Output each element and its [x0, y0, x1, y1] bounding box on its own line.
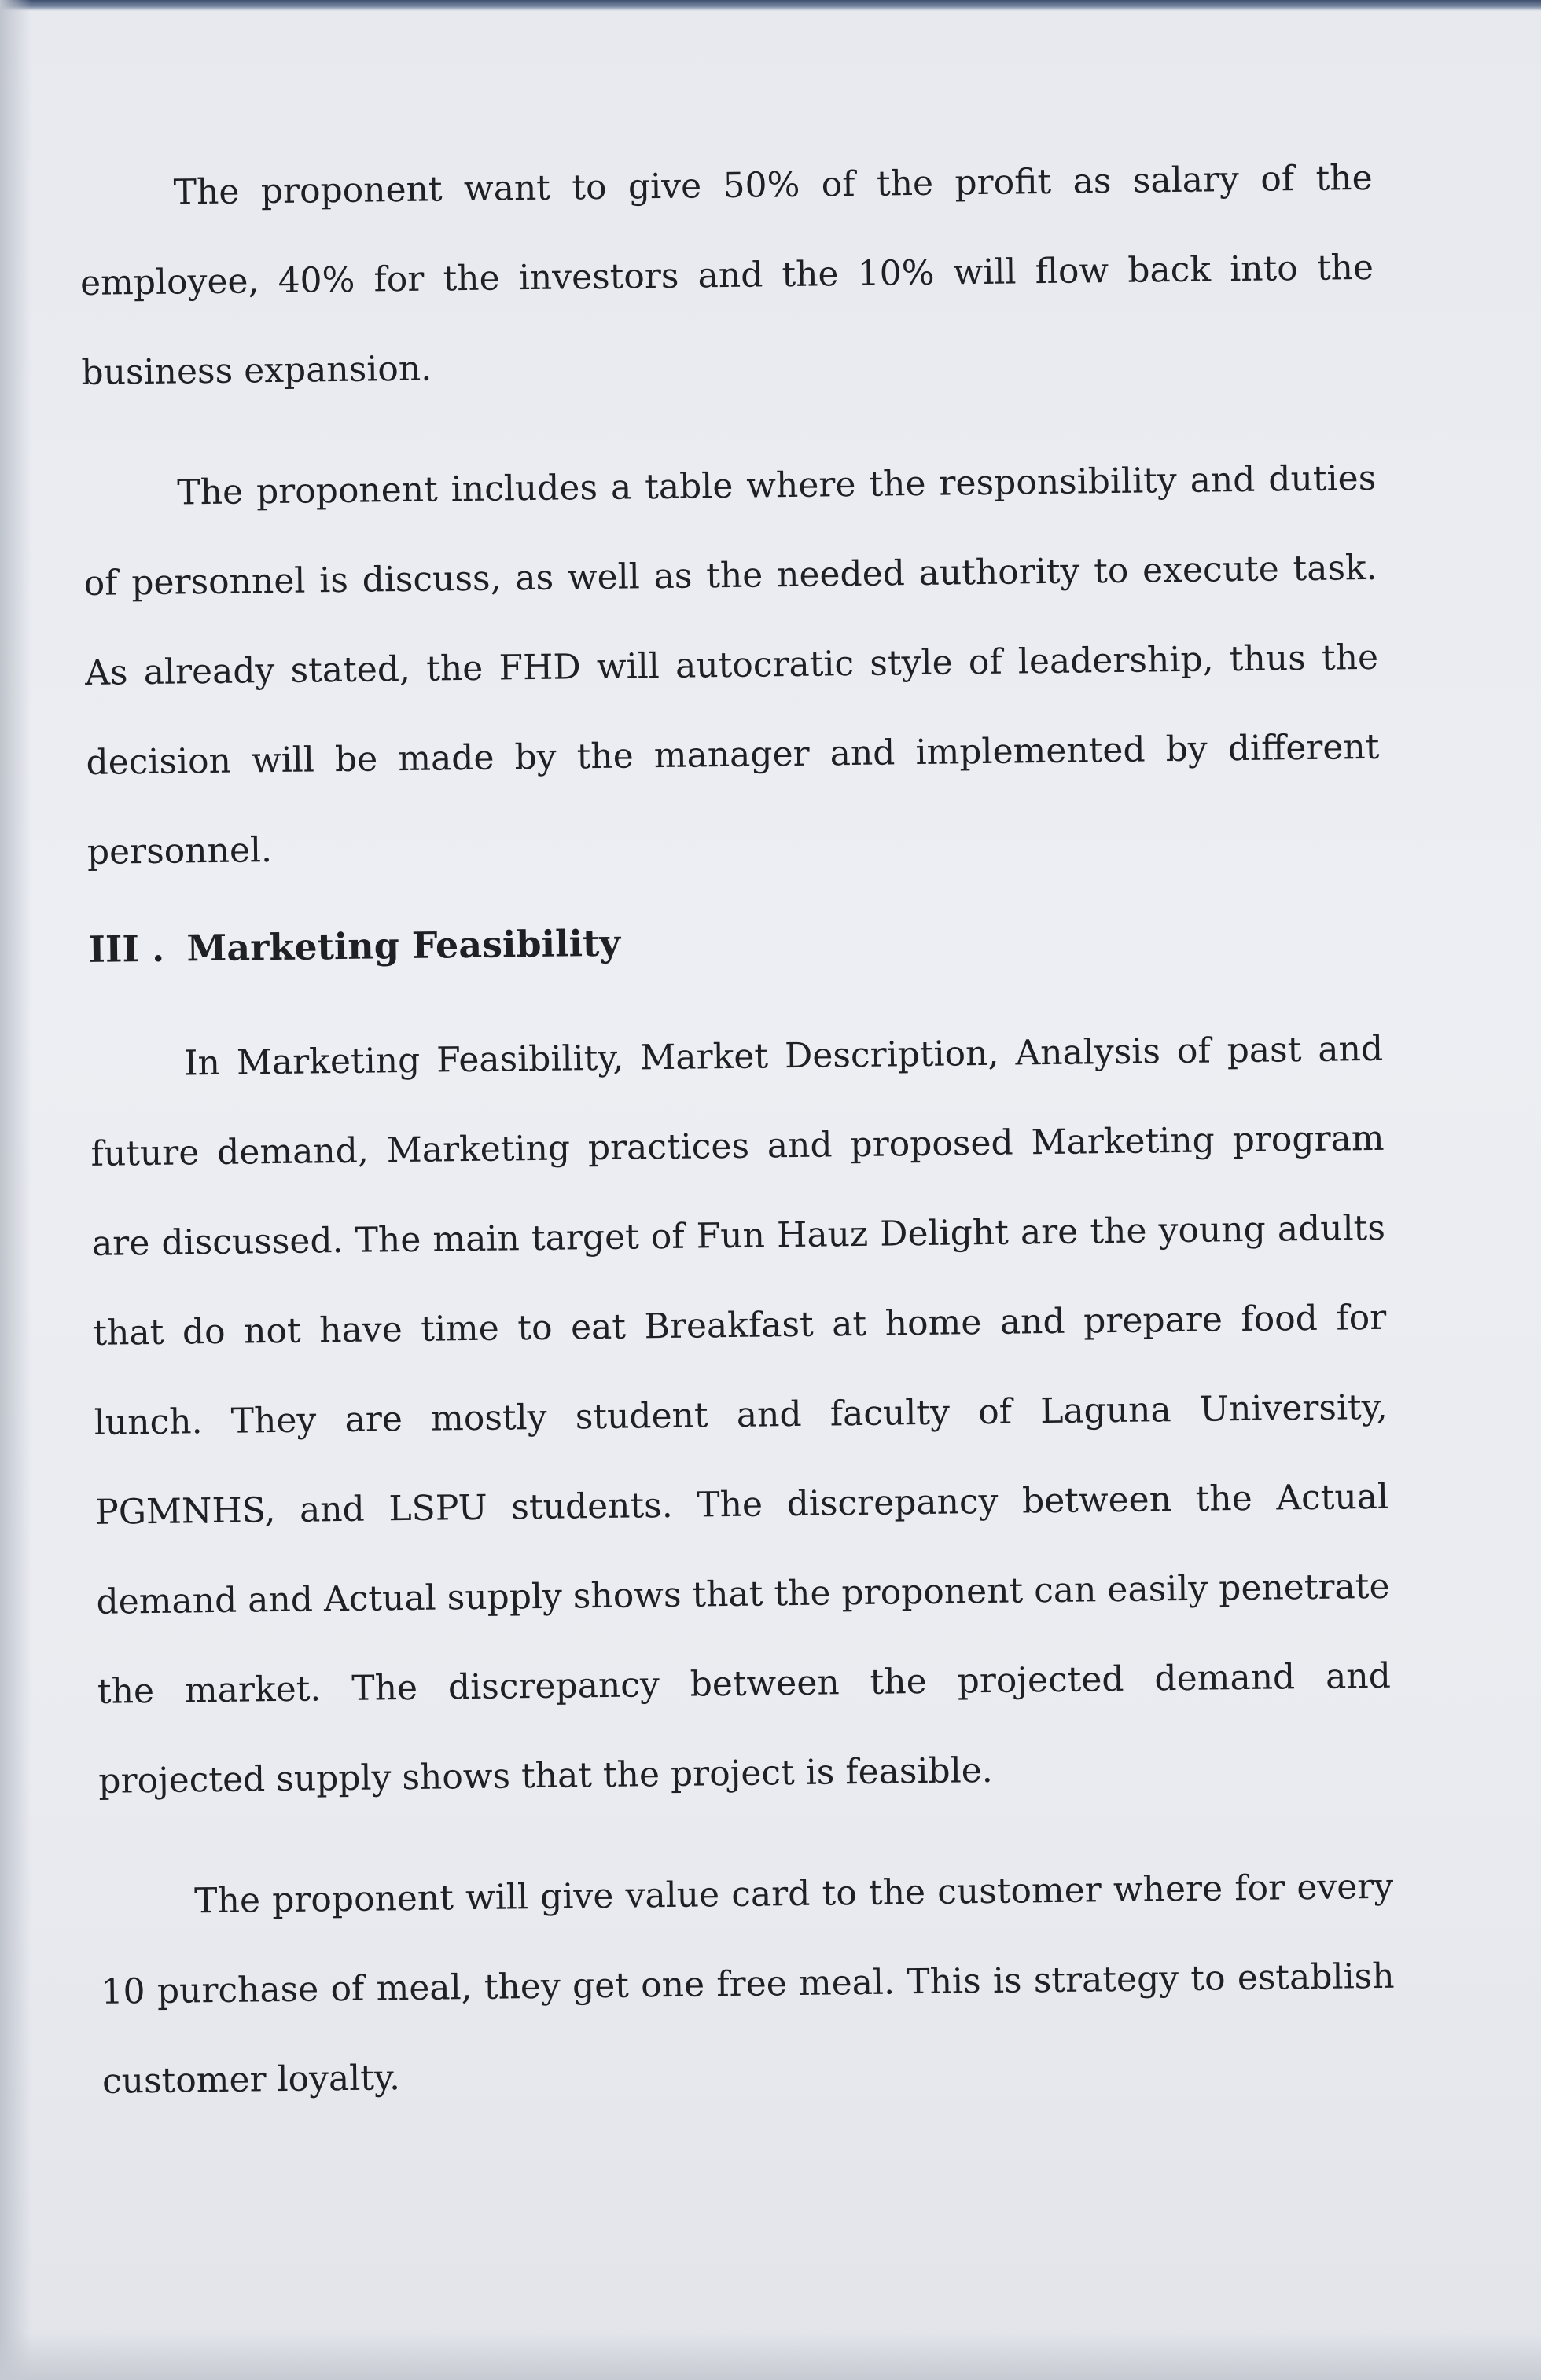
- paragraph-personnel-duties: The proponent includes a table where the responsibility and duties of personnel is discuss, as well as the needed authority to execute task. As already stated, the FHD will autocratic style of leadership, thus the decision will be made by the manager and implemented by different personnel.: [83, 457, 1380, 872]
- page-left-shadow: [0, 0, 31, 2380]
- section-title: Marketing Feasibility: [186, 921, 621, 970]
- document-body: [79, 134, 1396, 2127]
- paragraph-value-card: The proponent will give value card to the customer where for every 10 purchase of meal, they get one free meal. This is strategy to establish customer loyalty.: [101, 1866, 1395, 2102]
- section-heading: [88, 894, 1382, 989]
- paragraph-profit-sharing: The proponent want to give 50% of the profit as salary of the employee, 40% for the investors and the 10% will flow back into the business expansion.: [79, 157, 1374, 393]
- section-number: III .: [88, 927, 165, 971]
- page-bottom-shadow: [0, 2333, 1541, 2380]
- paragraph-marketing-feasibility: In Marketing Feasibility, Market Description, Analysis of past and future demand, Marketing practices and proposed Marketing program are discussed. The main target of Fun Hauz Delight are the young adults that do not have time to eat Breakfast at home and prepare food for lunch. They are mostly student and faculty of Laguna University, PGMNHS, and LSPU students. The discrepancy between the Actual demand and Actual supply shows that the proponent can easily penetrate the market. The discrepancy between the projected demand and projected supply shows that the project is feasible.: [90, 1028, 1392, 1802]
- page-top-edge: [0, 0, 1541, 11]
